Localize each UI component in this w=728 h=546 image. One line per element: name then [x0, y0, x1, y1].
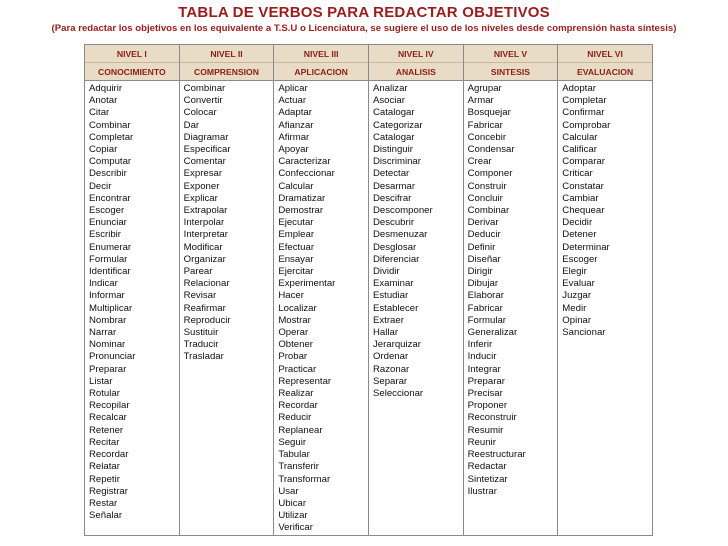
verb-item: Combinar [183, 83, 226, 94]
verb-item: Apoyar [278, 144, 309, 156]
verb-item: Detectar [372, 168, 410, 180]
verb-item: Razonar [372, 363, 410, 375]
verbs-cell-aplicacion [274, 81, 369, 536]
verb-item: Establecer [372, 302, 419, 314]
verb-item: Desglosar [372, 241, 417, 253]
verb-item: Completar [562, 95, 607, 107]
verb-item: Experimentar [278, 278, 336, 290]
verb-item: Desarmar [372, 180, 416, 192]
verb-item: Descomponer [372, 205, 433, 217]
level-header: NIVEL VI [558, 45, 653, 63]
verb-item: Adoptar [562, 83, 596, 94]
verb-item: Examinar [372, 278, 414, 290]
verb-item: Relacionar [183, 278, 230, 290]
verb-item: Derivar [467, 217, 499, 229]
verb-item: Diseñar [467, 253, 501, 265]
verbs-cell-conocimiento [85, 81, 180, 536]
verb-item: Reafirmar [183, 302, 226, 314]
verb-item: Restar [89, 497, 118, 509]
verb-item: Ordenar [372, 351, 409, 363]
verb-item: Escribir [89, 229, 121, 241]
verb-item: Copiar [89, 144, 118, 156]
verb-item: Dar [183, 119, 200, 131]
verbs-row [85, 81, 653, 536]
verb-item: Constatar [562, 180, 604, 192]
verb-item: Categorizar [372, 119, 423, 131]
verb-item: Afianzar [278, 119, 314, 131]
verb-item: Resumir [467, 424, 504, 436]
verb-item: Aplicar [278, 83, 308, 94]
verb-item: Separar [372, 375, 408, 387]
verb-item: Distinguir [372, 144, 413, 156]
verb-item: Efectuar [278, 241, 315, 253]
verb-item: Enumerar [89, 241, 132, 253]
verb-item: Descubrir [372, 217, 415, 229]
verb-item: Inducir [467, 351, 497, 363]
verb-item: Dramatizar [278, 192, 326, 204]
verb-item: Realizar [278, 388, 314, 400]
verb-item: Colocar [183, 107, 217, 119]
verb-item: Decidir [562, 217, 593, 229]
verb-item: Encontrar [89, 192, 131, 204]
verb-item: Explicar [183, 192, 218, 204]
verb-item: Opinar [562, 314, 592, 326]
level-header: NIVEL I [85, 45, 180, 63]
verb-item: Usar [278, 485, 299, 497]
verbs-cell-sintesis [463, 81, 558, 536]
verb-item: Determinar [562, 241, 610, 253]
verb-item: Adquirir [89, 83, 123, 94]
verb-item: Anotar [89, 95, 118, 107]
verb-item: Extraer [372, 314, 404, 326]
verb-item: Fabricar [467, 119, 503, 131]
verb-item: Recalcar [89, 412, 127, 424]
verb-item: Medir [562, 302, 587, 314]
verb-item: Narrar [89, 327, 117, 339]
verb-item: Proponer [467, 400, 508, 412]
verb-item: Transformar [278, 473, 331, 485]
level-header: NIVEL V [463, 45, 558, 63]
verb-list [373, 83, 463, 400]
verb-item: Multiplicar [89, 302, 133, 314]
verb-item: Integrar [467, 363, 501, 375]
verb-item: Adaptar [278, 107, 312, 119]
verb-item: Descifrar [372, 192, 412, 204]
level-header: NIVEL III [274, 45, 369, 63]
verb-item: Hacer [278, 290, 304, 302]
verb-item: Armar [467, 95, 494, 107]
verb-item: Formular [467, 314, 507, 326]
verbs-cell-analisis [368, 81, 463, 536]
verb-item: Retener [89, 424, 124, 436]
verb-item: Diagramar [183, 131, 229, 143]
verb-item: Condensar [467, 144, 515, 156]
verb-item: Fabricar [467, 302, 503, 314]
category-header: APLICACION [274, 63, 369, 81]
verb-item: Recordar [89, 449, 129, 461]
verb-item: Escoger [89, 205, 125, 217]
level-header: NIVEL IV [368, 45, 463, 63]
verb-item: Recitar [89, 436, 120, 448]
verb-item: Concebir [467, 131, 507, 143]
verb-item: Confeccionar [278, 168, 335, 180]
verb-item: Citar [89, 107, 110, 119]
verb-item: Probar [278, 351, 308, 363]
verb-item: Comparar [562, 156, 605, 168]
verb-item: Diferenciar [372, 253, 420, 265]
verb-item: Bosquejar [467, 107, 511, 119]
verb-item: Desmenuzar [372, 229, 428, 241]
verb-item: Seguir [278, 436, 307, 448]
verb-item: Traducir [183, 339, 219, 351]
verb-list [89, 83, 179, 522]
verb-item: Organizar [183, 253, 226, 265]
verb-item: Decir [89, 180, 112, 192]
verb-item: Emplear [278, 229, 315, 241]
verb-item: Interpolar [183, 217, 225, 229]
verb-item: Discriminar [372, 156, 421, 168]
verb-item: Concluir [467, 192, 503, 204]
verb-item: Reconstruir [467, 412, 517, 424]
category-header: ANALISIS [368, 63, 463, 81]
verb-item: Preparar [89, 363, 127, 375]
verb-item: Cambiar [562, 192, 599, 204]
verb-item: Representar [278, 375, 332, 387]
verb-item: Obtener [278, 339, 313, 351]
verb-item: Caracterizar [278, 156, 331, 168]
verb-item: Ejercitar [278, 266, 314, 278]
verb-item: Utilizar [278, 510, 308, 522]
verb-item: Combinar [467, 205, 510, 217]
verb-list [468, 83, 558, 498]
verb-item: Modificar [183, 241, 223, 253]
verb-item: Reunir [467, 436, 496, 448]
verb-item: Listar [89, 375, 113, 387]
verb-item: Elaborar [467, 290, 504, 302]
category-header-row [85, 63, 653, 81]
category-header: CONOCIMIENTO [85, 63, 180, 81]
verb-item: Analizar [372, 83, 408, 94]
verb-item: Rotular [89, 388, 120, 400]
verb-item: Demostrar [278, 205, 324, 217]
verbs-cell-evaluacion [558, 81, 653, 536]
verb-item: Operar [278, 327, 309, 339]
verb-item: Expresar [183, 168, 223, 180]
verb-item: Crear [467, 156, 492, 168]
verb-item: Extrapolar [183, 205, 228, 217]
verb-item: Comentar [183, 156, 226, 168]
verb-item: Computar [89, 156, 132, 168]
verb-item: Asociar [372, 95, 405, 107]
verb-item: Describir [89, 168, 127, 180]
verb-item: Calcular [278, 180, 314, 192]
verb-item: Inferir [467, 339, 493, 351]
verb-item: Deducir [467, 229, 501, 241]
verb-item: Enunciar [89, 217, 127, 229]
verb-item: Catalogar [372, 107, 415, 119]
verb-item: Recordar [278, 400, 318, 412]
verb-item: Parear [183, 266, 213, 278]
category-header: SINTESIS [463, 63, 558, 81]
verb-item: Reproducir [183, 314, 231, 326]
verb-item: Detener [562, 229, 597, 241]
verb-item: Tabular [278, 449, 310, 461]
verb-item: Señalar [89, 510, 123, 522]
verb-item: Estudiar [372, 290, 409, 302]
verb-item: Transferir [278, 461, 320, 473]
verb-item: Localizar [278, 302, 317, 314]
verb-item: Actuar [278, 95, 307, 107]
verb-item: Precisar [467, 388, 503, 400]
verb-item: Dibujar [467, 278, 499, 290]
verb-item: Criticar [562, 168, 593, 180]
verb-item: Registrar [89, 485, 128, 497]
verb-item: Jerarquizar [372, 339, 421, 351]
verb-item: Catalogar [372, 131, 415, 143]
verb-item: Redactar [467, 461, 507, 473]
verb-item: Revisar [183, 290, 217, 302]
verb-item: Formular [89, 253, 128, 265]
verb-item: Completar [89, 131, 134, 143]
verb-item: Afirmar [278, 131, 310, 143]
verb-item: Sancionar [562, 327, 606, 339]
verb-item: Preparar [467, 375, 505, 387]
verb-list [278, 83, 368, 535]
category-header: EVALUACION [558, 63, 653, 81]
verb-item: Verificar [278, 522, 313, 534]
verb-item: Confirmar [562, 107, 605, 119]
verb-item: Practicar [278, 363, 317, 375]
page-title: TABLA DE VERBOS PARA REDACTAR OBJETIVOS [178, 4, 550, 21]
verb-item: Combinar [89, 119, 131, 131]
verb-item: Indicar [89, 278, 118, 290]
verb-item: Especificar [183, 144, 231, 156]
verb-item: Convertir [183, 95, 223, 107]
verb-item: Calcular [562, 131, 598, 143]
verb-item: Reducir [278, 412, 312, 424]
verb-item: Ubicar [278, 497, 307, 509]
verb-item: Pronunciar [89, 351, 136, 363]
page-subtitle: (Para redactar los objetivos en los equivalente a T.S.U o Licenciatura, se sugiere el uso de los niveles desde comprensión hasta síntesis) [51, 23, 677, 34]
verb-item: Ejecutar [278, 217, 314, 229]
verb-item: Generalizar [467, 327, 518, 339]
verb-item: Mostrar [278, 314, 311, 326]
level-header: NIVEL II [179, 45, 274, 63]
verb-item: Relatar [89, 461, 120, 473]
verb-item: Construir [467, 180, 507, 192]
category-header: COMPRENSION [179, 63, 274, 81]
verb-item: Hallar [372, 327, 399, 339]
level-header-row [85, 45, 653, 63]
verb-item: Interpretar [183, 229, 228, 241]
verb-item: Evaluar [562, 278, 595, 290]
verb-item: Dirigir [467, 266, 493, 278]
verb-item: Replanear [278, 424, 323, 436]
verb-item: Juzgar [562, 290, 592, 302]
verb-item: Reestructurar [467, 449, 526, 461]
verb-item: Escoger [562, 253, 598, 265]
verb-item: Dividir [372, 266, 400, 278]
verb-item: Elegir [562, 266, 587, 278]
verbs-cell-comprension [179, 81, 274, 536]
verb-item: Identificar [89, 266, 131, 278]
verb-item: Sintetizar [467, 473, 508, 485]
verb-list [562, 83, 652, 339]
verb-item: Repetir [89, 473, 120, 485]
verb-item: Chequear [562, 205, 605, 217]
verb-item: Nombrar [89, 314, 127, 326]
verb-item: Recopilar [89, 400, 130, 412]
verb-item: Trasladar [183, 351, 224, 363]
verb-item: Informar [89, 290, 125, 302]
verb-item: Definir [467, 241, 496, 253]
verb-item: Sustituir [183, 327, 219, 339]
verb-item: Ilustrar [467, 485, 497, 497]
verb-item: Calificar [562, 144, 597, 156]
verb-item: Exponer [183, 180, 220, 192]
verb-item: Nominar [89, 339, 126, 351]
verb-item: Componer [467, 168, 513, 180]
verb-item: Agrupar [467, 83, 502, 94]
verb-item: Ensayar [278, 253, 314, 265]
verb-list [184, 83, 274, 364]
verb-item: Comprobar [562, 119, 611, 131]
verbs-table [84, 44, 653, 536]
verb-item: Seleccionar [372, 388, 424, 400]
